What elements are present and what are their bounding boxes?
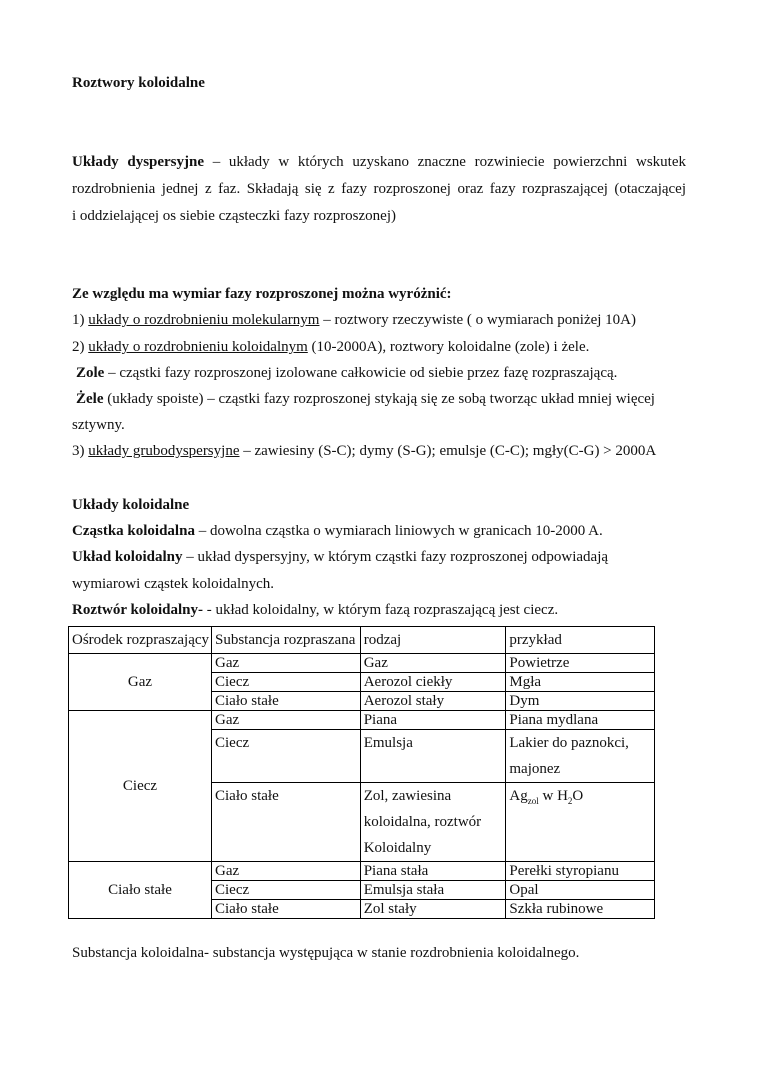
section-heading-colloids: Układy koloidalne xyxy=(72,497,190,513)
definition-zele-line2: sztywny. xyxy=(72,417,125,433)
table-cell: Piana xyxy=(360,711,506,730)
definition-zele-line1: Żele (układy spoiste) – cząstki fazy rozproszonej stykają się ze sobą tworząc układ mniej więcej xyxy=(76,391,655,407)
table-row xyxy=(69,654,655,673)
table-cell: Gaz xyxy=(212,862,361,881)
table-cell-formula: $Ag_{zol}$ w $H_2O$ xyxy=(506,783,655,862)
table-cell: Ciecz xyxy=(212,673,361,692)
table-cell: Emulsja stała xyxy=(360,881,506,900)
table-cell: Ciało stałe xyxy=(212,783,361,862)
table-cell: Zol stały xyxy=(360,900,506,919)
definition-colloid-particle: Cząstka koloidalna – dowolna cząstka o wymiarach liniowych w granicach 10-2000 A. xyxy=(72,523,603,539)
table-cell: Piana mydlana xyxy=(506,711,655,730)
table-cell: Powietrze xyxy=(506,654,655,673)
page-title: Roztwory koloidalne xyxy=(72,75,205,91)
table-cell: Aerozol stały xyxy=(360,692,506,711)
table-cell: Lakier do paznokci, majonez xyxy=(506,730,655,783)
table-cell: Emulsja xyxy=(360,730,506,783)
colloid-classification-table xyxy=(68,626,655,919)
table-cell: Szkła rubinowe xyxy=(506,900,655,919)
classification-item-3: 3) układy grubodyspersyjne – zawiesiny (S-C); dymy (S-G); emulsje (C-C); mgły(C-G) > 2000A xyxy=(72,443,657,459)
table-cell: Gaz xyxy=(360,654,506,673)
table-cell: Gaz xyxy=(212,654,361,673)
definition-dispersion-line1: Układy dyspersyjne – układy w których uzyskano znaczne rozwiniecie powierzchni wskutek xyxy=(72,154,687,170)
table-cell: Dym xyxy=(506,692,655,711)
table-row xyxy=(69,862,655,881)
definition-colloid-solution: Roztwór koloidalny- - układ koloidalny, w którym fazą rozpraszającą jest ciecz. xyxy=(72,602,559,618)
header-cell: Ośrodek rozpraszający xyxy=(69,627,212,654)
table-cell: Ciało stałe xyxy=(212,900,361,919)
table-cell: Zol, zawiesina koloidalna, roztwór Koloidalny xyxy=(360,783,506,862)
definition-colloid-system-line2: wymiarowi cząstek koloidalnych. xyxy=(72,576,275,592)
table-cell: Mgła xyxy=(506,673,655,692)
table-cell: Opal xyxy=(506,881,655,900)
table-cell: Gaz xyxy=(212,711,361,730)
definition-dispersion-line2: rozdrobnienia jednej z faz. Składają się z fazy rozproszonej oraz fazy rozpraszającej (otaczającej xyxy=(72,181,686,197)
footer-definition: Substancja koloidalna- substancja występująca w stanie rozdrobnienia koloidalnego. xyxy=(72,945,580,961)
medium-cell: Gaz xyxy=(69,654,212,711)
header-cell: rodzaj xyxy=(360,627,506,654)
table-header-row xyxy=(69,627,655,654)
header-cell: przykład xyxy=(506,627,655,654)
table-cell: Aerozol ciekły xyxy=(360,673,506,692)
classification-item-2: 2) układy o rozdrobnieniu koloidalnym (10-2000A), roztwory koloidalne (zole) i żele. xyxy=(72,339,590,355)
definition-colloid-system-line1: Układ koloidalny – układ dyspersyjny, w którym cząstki fazy rozproszonej odpowiadają xyxy=(72,549,609,565)
classification-item-1: 1) układy o rozdrobnieniu molekularnym – roztwory rzeczywiste ( o wymiarach poniżej 10A) xyxy=(72,312,636,328)
medium-cell: Ciecz xyxy=(69,711,212,862)
table-cell: Ciecz xyxy=(212,730,361,783)
table-cell: Ciecz xyxy=(212,881,361,900)
definition-dispersion-line3: i oddzielającej os siebie cząsteczki fazy rozproszonej) xyxy=(72,208,397,224)
table-cell: Piana stała xyxy=(360,862,506,881)
definition-zole: Zole – cząstki fazy rozproszonej izolowane całkowicie od siebie przez fazę rozpraszającą. xyxy=(76,365,618,381)
table-cell: Ciało stałe xyxy=(212,692,361,711)
table-row xyxy=(69,711,655,730)
table-cell: Perełki styropianu xyxy=(506,862,655,881)
classification-heading: Ze względu ma wymiar fazy rozproszonej można wyróżnić: xyxy=(72,286,452,302)
header-cell: Substancja rozpraszana xyxy=(212,627,361,654)
medium-cell: Ciało stałe xyxy=(69,862,212,919)
